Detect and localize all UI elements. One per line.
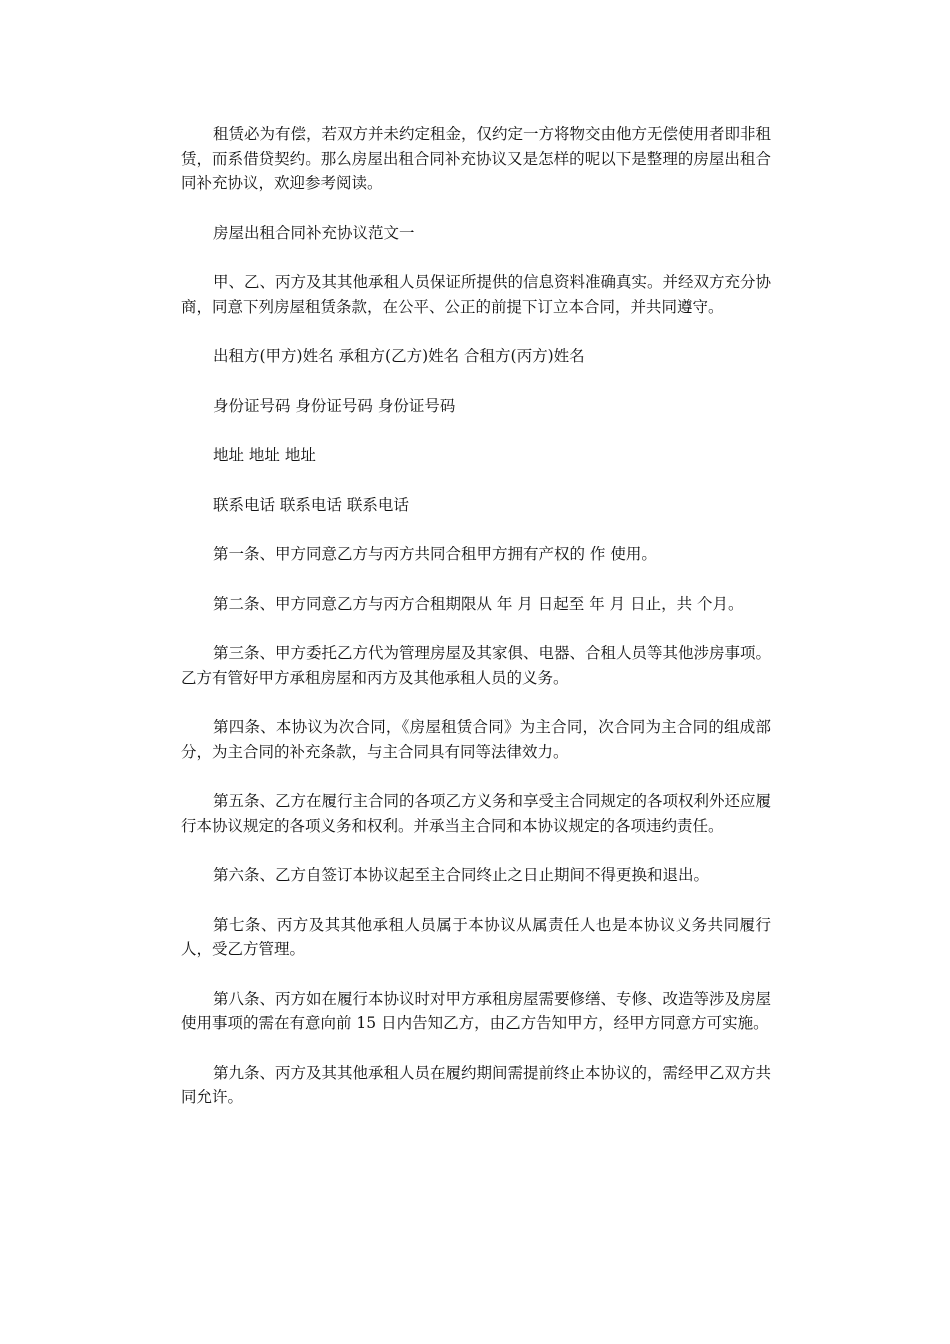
clause-9: 第九条、丙方及其其他承租人员在履约期间需提前终止本协议的，需经甲乙双方共同允许。	[181, 1063, 772, 1106]
clause-3: 第三条、甲方委托乙方代为管理房屋及其家俱、电器、合租人员等其他涉房事项。乙方有管好甲方承租房屋和丙方及其他承租人员的义务。	[181, 644, 772, 687]
clause-8: 第八条、丙方如在履行本协议时对甲方承租房屋需要修缮、专修、改造等涉及房屋使用事项的需在有意向前 15 日内告知乙方，由乙方告知甲方，经甲方同意方可实施。	[181, 989, 772, 1032]
document-body	[181, 122, 771, 1135]
clause-5: 第五条、乙方在履行主合同的各项乙方义务和享受主合同规定的各项权利外还应履行本协议规定的各项义务和权利。并承当主合同和本协议规定的各项违约责任。	[181, 792, 772, 835]
party-address-line: 地址 地址 地址	[213, 446, 316, 464]
clause-2: 第二条、甲方同意乙方与丙方合租期限从 年 月 日起至 年 月 日止，共 个月。	[213, 594, 744, 613]
party-id-line: 身份证号码 身份证号码 身份证号码	[213, 396, 456, 415]
clause-4: 第四条、本协议为次合同，《房屋租赁合同》为主合同，次合同为主合同的组成部分，为主合同的补充条款，与主合同具有同等法律效力。	[181, 718, 771, 761]
clause-1: 第一条、甲方同意乙方与丙方共同合租甲方拥有产权的 作 使用。	[213, 545, 657, 563]
party-names-line: 出租方(甲方)姓名 承租方(乙方)姓名 合租方(丙方)姓名	[213, 347, 585, 365]
clause-7: 第七条、丙方及其其他承租人员属于本协议从属责任人也是本协议义务共同履行人，受乙方管理。	[181, 915, 771, 958]
intro-paragraph: 租赁必为有偿，若双方并未约定租金，仅约定一方将物交由他方无偿使用者即非租赁，而系借贷契约。那么房屋出租合同补充协议又是怎样的呢以下是整理的房屋出租合同补充协议，欢迎参考阅读。	[181, 125, 772, 192]
clause-6: 第六条、乙方自签订本协议起至主合同终止之日止期间不得更换和退出。	[213, 866, 710, 884]
party-phone-line: 联系电话 联系电话 联系电话	[213, 495, 409, 514]
preamble-paragraph: 甲、乙、丙方及其其他承租人员保证所提供的信息资料准确真实。并经双方充分协商，同意下列房屋租赁条款，在公平、公正的前提下订立本合同，并共同遵守。	[181, 273, 772, 316]
section-heading: 房屋出租合同补充协议范文一	[213, 223, 415, 242]
